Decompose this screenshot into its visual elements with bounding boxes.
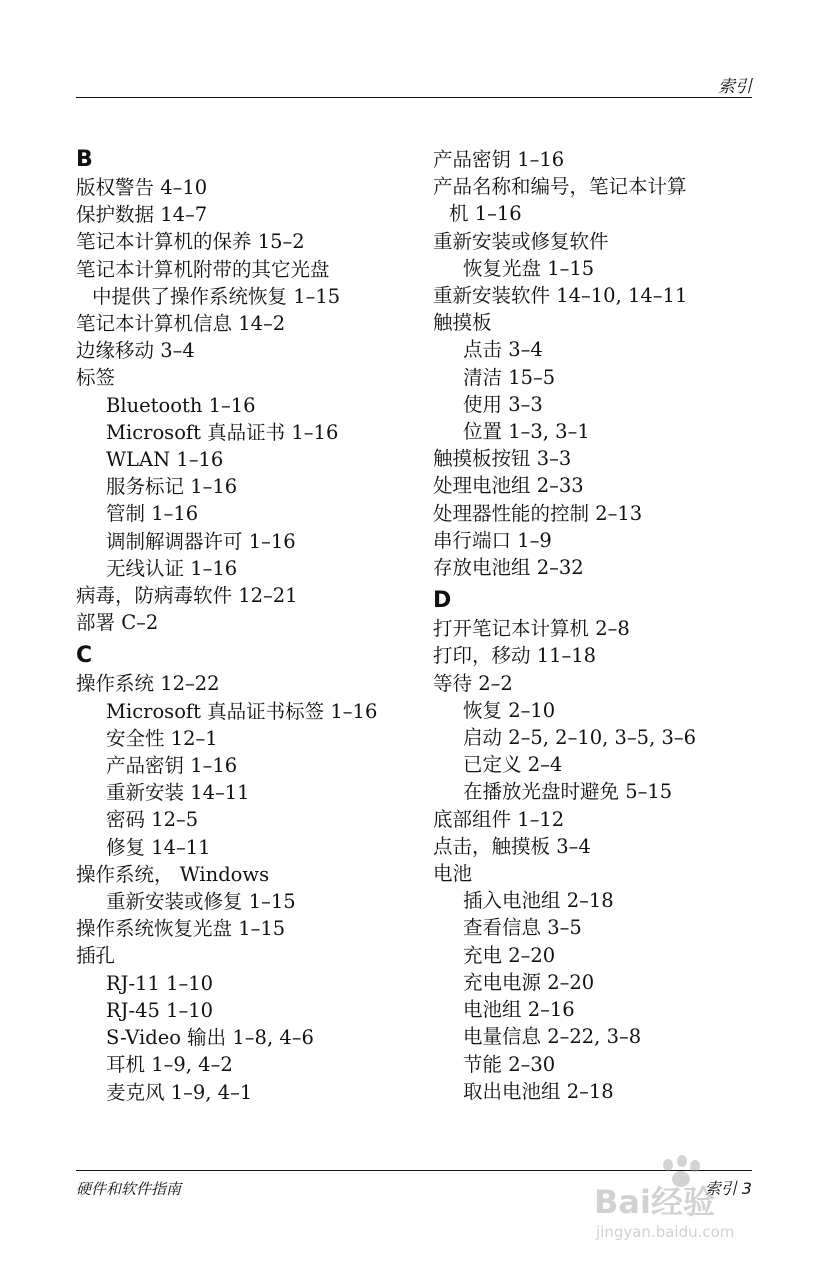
- index-subentry: 无线认证 1–16: [106, 556, 238, 580]
- index-entry: 操作系统恢复光盘 1–15: [76, 917, 286, 941]
- index-entry: 版权警告 4–10: [76, 176, 208, 199]
- index-subentry: 节能 2–30: [463, 1052, 556, 1076]
- index-subentry: RJ-45 1–10: [106, 998, 214, 1022]
- index-entry: 产品密钥 1–16: [433, 148, 565, 171]
- watermark-brand: Bai经验: [594, 1183, 715, 1221]
- index-section-letter: C: [76, 643, 93, 669]
- index-subentry: 修复 14–11: [106, 835, 211, 859]
- index-entry: 产品名称和编号，笔记本计算: [433, 175, 687, 199]
- index-entry: 插孔: [76, 944, 116, 968]
- index-entry: 重新安装或修复软件: [433, 229, 609, 253]
- index-subentry: 重新安装 14–11: [106, 781, 250, 805]
- index-entry: 点击，触摸板 3–4: [433, 834, 591, 858]
- index-subentry: 位置 1–3, 3–1: [463, 420, 590, 444]
- index-entry: 笔记本计算机的保养 15–2: [76, 230, 305, 254]
- index-entry: 处理电池组 2–33: [433, 474, 584, 498]
- index-subentry: 清洁 15–5: [463, 365, 556, 389]
- index-subentry: 恢复光盘 1–15: [463, 256, 595, 280]
- index-column-right: [433, 146, 753, 1105]
- index-entry: 触摸板按钮 3–3: [433, 447, 572, 471]
- index-entry: 操作系统 12–22: [76, 672, 220, 696]
- index-entry: 处理器性能的控制 2–13: [433, 501, 643, 525]
- index-entry: 部署 C–2: [76, 611, 159, 635]
- index-entry: 笔记本计算机附带的其它光盘: [76, 257, 330, 281]
- index-subentry: Microsoft 真品证书 1–16: [106, 420, 339, 444]
- index-subentry: RJ-11 1–10: [106, 971, 214, 995]
- index-entry: 标签: [76, 366, 116, 390]
- index-entry: 触摸板: [433, 311, 492, 335]
- index-subentry: S-Video 输出 1–8, 4–6: [106, 1026, 314, 1050]
- index-subentry: 恢复 2–10: [463, 698, 556, 722]
- index-subentry: 启动 2–5, 2–10, 3–5, 3–6: [463, 726, 697, 750]
- index-subentry: 已定义 2–4: [463, 753, 563, 777]
- index-subentry: 充电 2–20: [463, 943, 556, 967]
- index-section-letter: B: [76, 147, 93, 172]
- index-subentry: 麦克风 1–9, 4–1: [106, 1080, 253, 1104]
- footer-page-label: 索引 3: [704, 1179, 752, 1198]
- index-subentry: 查看信息 3–5: [463, 916, 582, 940]
- index-subentry: WLAN 1–16: [106, 448, 224, 472]
- index-subentry: 密码 12–5: [106, 808, 199, 832]
- index-subentry: 调制解调器许可 1–16: [106, 529, 296, 553]
- page-header-title: 索引: [718, 77, 752, 97]
- baidu-watermark: [590, 1155, 780, 1245]
- index-entry: 打印，移动 11–18: [433, 644, 597, 668]
- index-subentry: 重新安装或修复 1–15: [106, 890, 296, 914]
- index-subentry: 充电电源 2–20: [463, 970, 595, 994]
- index-entry: 笔记本计算机信息 14–2: [76, 312, 286, 336]
- index-entry: 存放电池组 2–32: [433, 556, 584, 580]
- watermark-url: jingyan.baidu.com: [596, 1223, 735, 1241]
- index-entry: 病毒，防病毒软件 12–21: [76, 584, 298, 608]
- index-column-left: [76, 146, 416, 1106]
- index-section-letter: D: [433, 588, 452, 614]
- index-subentry: 使用 3–3: [463, 392, 543, 416]
- index-subentry: 产品密钥 1–16: [106, 754, 238, 778]
- index-subentry: Bluetooth 1–16: [106, 393, 256, 417]
- index-entry: 底部组件 1–12: [433, 807, 565, 831]
- index-entry: 串行端口 1–9: [433, 528, 552, 552]
- index-subentry: 安全性 12–1: [106, 726, 218, 750]
- index-subentry: 在播放光盘时避免 5–15: [463, 780, 673, 804]
- index-entry: 操作系统， Windows: [76, 862, 270, 886]
- footer-guide-title: 硬件和软件指南: [76, 1180, 182, 1198]
- index-subentry: 点击 3–4: [463, 338, 543, 362]
- index-entry: 边缘移动 3–4: [76, 339, 195, 363]
- index-entry: 电池: [433, 862, 473, 886]
- index-entry: 等待 2–2: [433, 671, 513, 695]
- index-entry: 重新安装软件 14–10, 14–11: [433, 284, 688, 308]
- index-subentry: 服务标记 1–16: [106, 475, 238, 499]
- header-rule: [76, 97, 752, 98]
- index-entry: 机 1–16: [449, 202, 522, 226]
- index-subentry: 电量信息 2–22, 3–8: [463, 1025, 642, 1049]
- index-entry: 中提供了操作系统恢复 1–15: [92, 284, 341, 308]
- index-subentry: Microsoft 真品证书标签 1–16: [106, 699, 378, 723]
- index-subentry: 电池组 2–16: [463, 998, 575, 1022]
- index-entry: 打开笔记本计算机 2–8: [433, 617, 630, 641]
- index-subentry: 管制 1–16: [106, 502, 199, 526]
- index-subentry: 耳机 1–9, 4–2: [106, 1053, 233, 1077]
- index-subentry: 插入电池组 2–18: [463, 889, 614, 913]
- index-subentry: 取出电池组 2–18: [463, 1079, 614, 1103]
- index-entry: 保护数据 14–7: [76, 203, 208, 227]
